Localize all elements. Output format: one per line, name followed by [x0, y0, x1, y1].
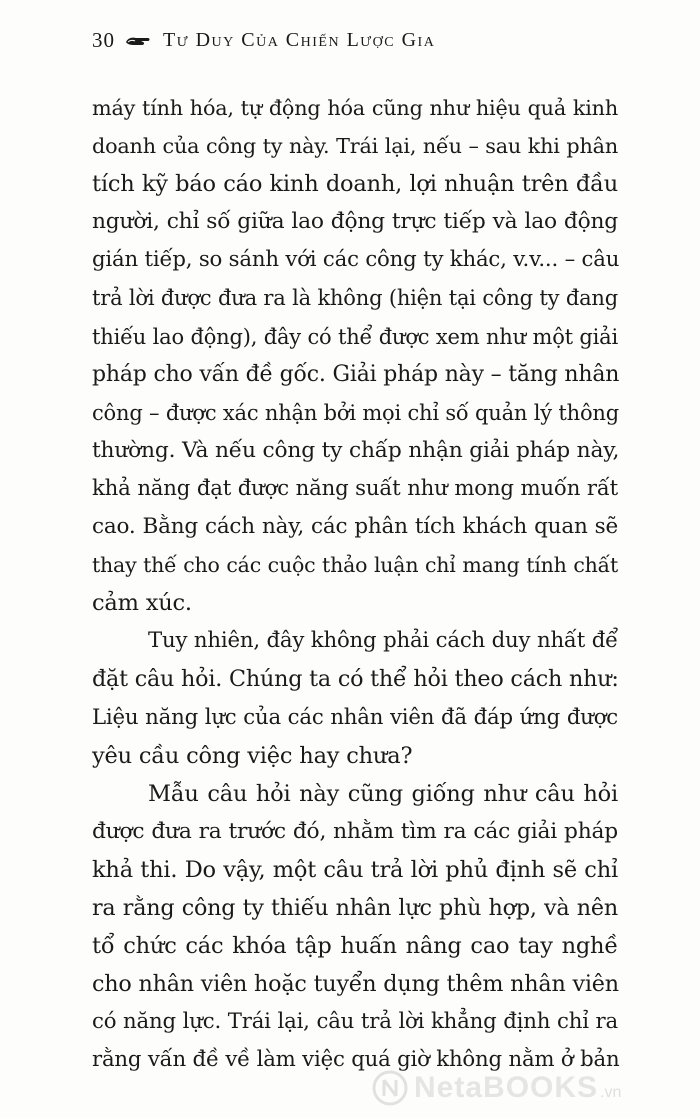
text-line: thiếu lao động), đây có thể được xem như một giải — [92, 324, 618, 349]
text-line: khả thi. Do vậy, một câu trả lời phủ định sẽ chỉ — [92, 856, 618, 883]
text-line: cao. Bằng cách này, các phân tích khách quan sẽ — [92, 514, 618, 540]
text-line: tổ chức các khóa tập huấn nâng cao tay nghề — [92, 933, 618, 960]
text-line: Mẫu câu hỏi này cũng giống như câu hỏi — [148, 780, 618, 807]
text-line: được đưa ra trước đó, nhằm tìm ra các giải pháp — [92, 818, 618, 844]
text-line: ra rằng công ty thiếu nhân lực phù hợp, và nên — [92, 894, 618, 921]
watermark-tld: .vn — [600, 1084, 622, 1101]
text-line: gián tiếp, so sánh với các công ty khác, v.v... – câu — [92, 247, 620, 273]
body-text — [92, 89, 618, 1079]
text-line: rằng vấn đề về làm việc quá giờ không nằm ở bản — [92, 1047, 620, 1073]
text-line: tích kỹ báo cáo kinh doanh, lợi nhuận trên đầu — [92, 171, 618, 198]
watermark-brand: NetaBOOKS — [414, 1071, 599, 1104]
text-line: thay thế cho các cuộc thảo luận chỉ mang tính chất — [92, 553, 618, 578]
text-line: doanh của công ty này. Trái lại, nếu – sau khi phân — [92, 134, 618, 159]
text-line: cảm xúc. — [92, 590, 192, 617]
text-line: người, chỉ số giữa lao động trực tiếp và lao động — [92, 209, 618, 235]
text-line: Tuy nhiên, đây không phải cách duy nhất để — [148, 628, 618, 654]
netabooks-logo-icon — [372, 1070, 408, 1106]
page-number: 30 — [92, 27, 115, 52]
text-line: thường. Và nếu công ty chấp nhận giải pháp này, — [92, 437, 620, 463]
text-line: pháp cho vấn đề gốc. Giải pháp này – tăng nhân — [92, 361, 620, 387]
running-title: Tư Duy Của Chiến Lược Gia — [163, 28, 436, 51]
text-line: máy tính hóa, tự động hóa cũng như hiệu quả kinh — [92, 96, 618, 120]
text-line: cho nhân viên hoặc tuyển dụng thêm nhân viên — [92, 971, 619, 998]
text-line: yêu cầu công việc hay chưa? — [92, 742, 413, 769]
pointing-hand-icon — [125, 32, 151, 48]
text-line: đặt câu hỏi. Chúng ta có thể hỏi theo cách như: — [92, 666, 619, 693]
text-line: công – được xác nhận bởi mọi chỉ số quản lý thông — [92, 400, 619, 425]
watermark — [372, 1068, 621, 1108]
text-line: có năng lực. Trái lại, câu trả lời khẳng định chỉ ra — [92, 1009, 618, 1035]
text-line: trả lời được đưa ra là không (hiện tại công ty đang — [92, 286, 618, 311]
text-line: Liệu năng lực của các nhân viên đã đáp ứng được — [92, 704, 618, 730]
text-line: khả năng đạt được năng suất như mong muốn rất — [92, 475, 618, 501]
running-header — [92, 26, 435, 54]
